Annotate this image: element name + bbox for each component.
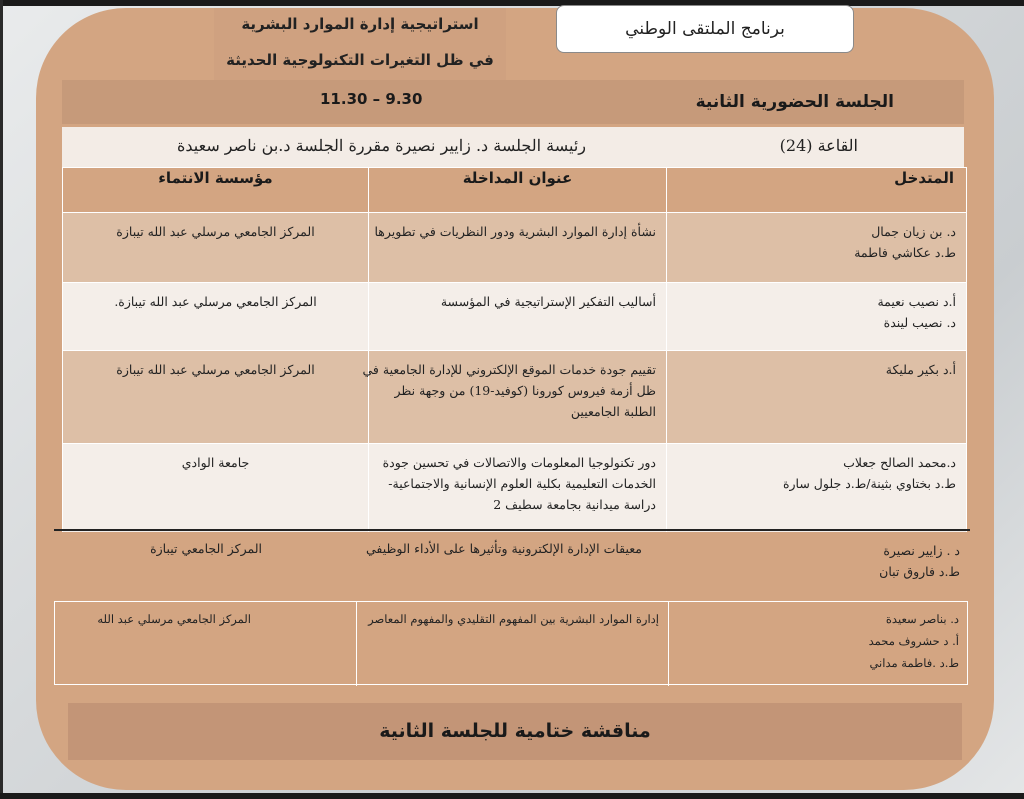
speaker-name: د. بن زيان جمال	[871, 224, 956, 239]
title-cell	[362, 351, 667, 444]
speaker-cell	[667, 444, 967, 538]
bottom-edge	[0, 793, 1024, 799]
table-row	[54, 532, 970, 598]
table-row	[63, 351, 967, 444]
table-row	[63, 213, 967, 283]
speaker-cell	[879, 540, 960, 582]
institution-cell: جامعة الوادي	[63, 444, 369, 538]
institution-cell: المركز الجامعي مرسلي عبد الله تيبازة	[63, 213, 369, 283]
conference-title-line1: استراتيجية إدارة الموارد البشرية	[241, 15, 479, 33]
institution-cell: المركز الجامعي مرسلي عبد الله تيبازة.	[63, 283, 369, 351]
speaker-name: أ. د حشروف محمد	[868, 634, 959, 648]
speaker-name: ط.د فاروق تبان	[879, 564, 960, 579]
title-line: دور تكنولوجيا المعلومات والاتصالات في تحسين جودة	[382, 455, 656, 470]
closing-discussion: مناقشة ختامية للجلسة الثانية	[68, 703, 962, 760]
table-row	[63, 283, 967, 351]
cell-divider	[356, 602, 357, 686]
table-divider	[54, 529, 970, 531]
conference-title-line2: في ظل التغيرات التكنولوجية الحديثة	[226, 51, 494, 69]
title-cell: معيقات الإدارة الإلكترونية وتأثيرها على الأداء الوظيفي	[365, 541, 642, 556]
session-time: 11.30 – 9.30	[320, 90, 423, 108]
program-label: برنامج الملتقى الوطني	[556, 5, 854, 53]
title-line: الخدمات التعليمية بكلية العلوم الإنسانية والاجتماعية-	[388, 476, 656, 491]
speaker-cell	[667, 213, 967, 283]
institution-cell: المركز الجامعي مرسلي عبد الله	[97, 612, 251, 626]
session-chairs: رئيسة الجلسة د. زايير نصيرة مقررة الجلسة د.بن ناصر سعيدة	[176, 136, 586, 155]
column-header-speaker: المتدخل	[667, 168, 967, 213]
session-header	[62, 80, 964, 124]
speaker-name: د. نصيب ليندة	[883, 315, 956, 330]
conference-title	[214, 8, 506, 82]
title-cell: إدارة الموارد البشرية بين المفهوم التقليدي والمفهوم المعاصر	[368, 612, 659, 626]
speaker-cell	[667, 351, 967, 444]
table-header-row	[63, 168, 967, 213]
column-header-title: عنوان المداخلة	[369, 168, 667, 213]
institution-cell: المركز الجامعي مرسلي عبد الله تيبازة	[63, 351, 369, 444]
speaker-name: أ.د نصيب نعيمة	[877, 294, 956, 309]
table-row	[54, 601, 968, 685]
speaker-cell	[667, 283, 967, 351]
top-edge	[0, 0, 1024, 6]
cell-divider	[668, 602, 669, 686]
speaker-name: د . زايير نصيرة	[883, 543, 960, 558]
title-line: ظل أزمة فيروس كورونا (كوفيد-19) من وجهة نظر	[394, 383, 656, 398]
table-row	[63, 444, 967, 538]
speaker-name: ط.د بختاوي بثينة/ط.د جلول سارة	[782, 476, 956, 491]
speaker-name: ط.د عكاشي فاطمة	[854, 245, 956, 260]
presentations-table	[62, 167, 967, 538]
title-cell	[369, 444, 667, 538]
title-line: تقييم جودة خدمات الموقع الإلكتروني للإدارة الجامعية في	[362, 362, 656, 377]
title-line: دراسة ميدانية بجامعة سطيف 2	[493, 497, 656, 512]
title-line: أساليب التفكير الإستراتيجية في المؤسسة	[440, 294, 656, 309]
session-info	[62, 127, 964, 167]
column-header-institution: مؤسسة الانتماء	[63, 168, 369, 213]
title-cell	[369, 283, 667, 351]
speaker-name: ط.د .فاطمة مداني	[869, 656, 959, 670]
speaker-cell	[869, 608, 959, 674]
session-name: الجلسة الحضورية الثانية	[695, 92, 894, 112]
title-cell	[369, 213, 667, 283]
speaker-name: د. بناصر سعيدة	[885, 612, 959, 626]
speaker-name: د.محمد الصالح جعلاب	[843, 455, 956, 470]
speaker-name: أ.د بكير مليكة	[885, 362, 956, 377]
institution-cell: المركز الجامعي تيبازة	[150, 541, 262, 556]
title-line: نشأة إدارة الموارد البشرية ودور النظريات في تطويرها	[374, 224, 656, 239]
session-room: القاعة (24)	[779, 136, 858, 155]
title-line: الطلبة الجامعيين	[570, 404, 656, 419]
left-edge	[0, 0, 3, 799]
